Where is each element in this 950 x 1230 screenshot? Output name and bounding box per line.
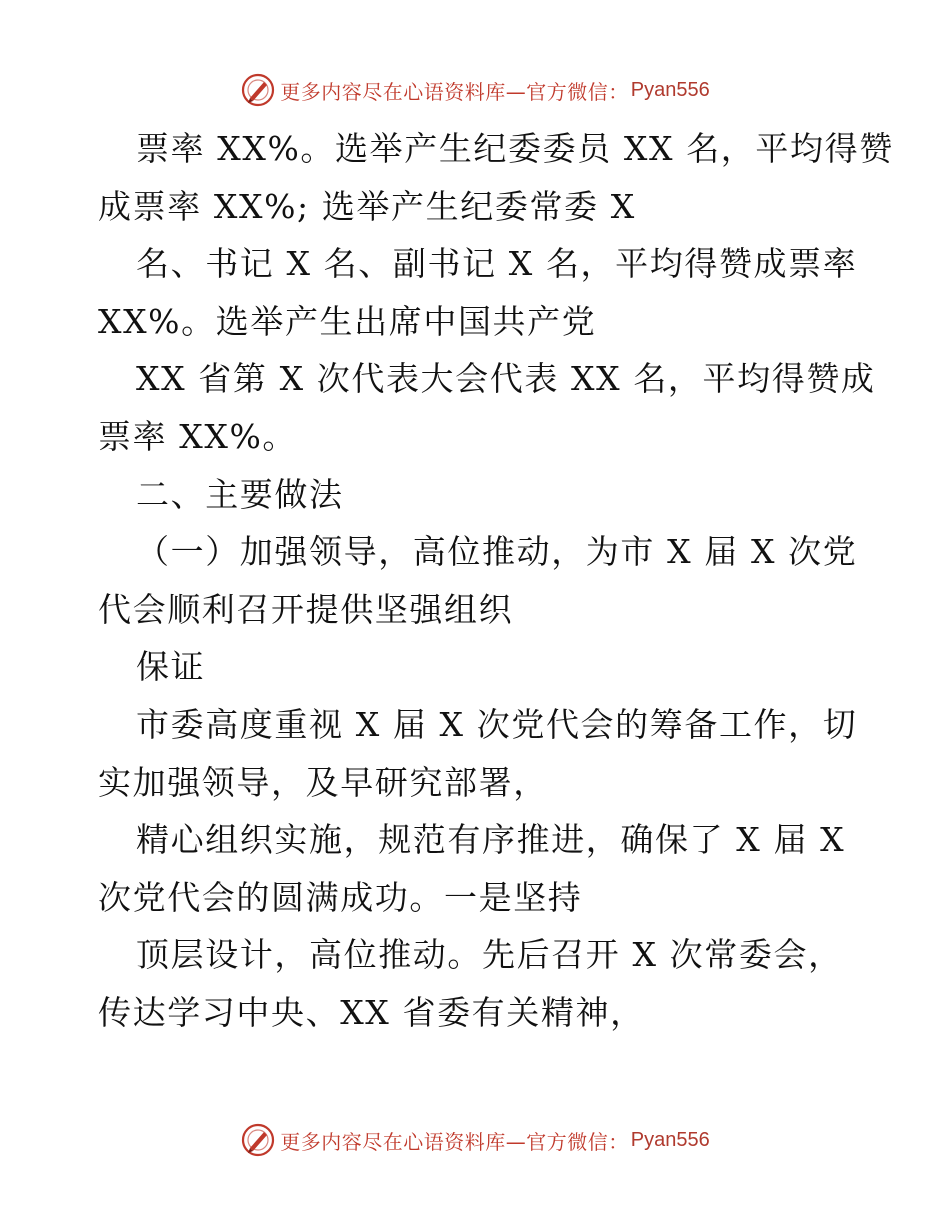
document-body [98, 120, 894, 1042]
subsection-heading-cont: 保证 [136, 647, 206, 687]
text-line: 票率 XX%。 [98, 416, 298, 456]
text-line: 精心组织实施，规范有序推进，确保了 X 届 X [136, 820, 846, 860]
text-line: 市委高度重视 X 届 X 次党代会的筹备工作，切 [136, 704, 858, 744]
text-line: XX 省第 X 次代表大会代表 XX 名，平均得赞成 [136, 359, 876, 399]
subsection-heading-cont: 代会顺利召开提供坚强组织 [98, 589, 514, 629]
watermark-text: 更多内容尽在心语资料库—官方微信： [280, 1129, 629, 1154]
text-line: 传达学习中央、XX 省委有关精神， [98, 992, 645, 1032]
pen-circle-logo-icon [240, 72, 276, 108]
subsection-heading: （一）加强领导，高位推动，为市 X 届 X 次党 [136, 532, 858, 572]
watermark-handle: Pyan556 [630, 1128, 710, 1151]
footer-watermark [0, 1120, 950, 1160]
watermark-text: 更多内容尽在心语资料库—官方微信： [280, 79, 629, 104]
text-line: XX%。选举产生出席中国共产党 [98, 301, 597, 341]
text-line: 成票率 XX%; 选举产生纪委常委 X [98, 186, 636, 226]
text-line: 次党代会的圆满成功。一是坚持 [98, 877, 583, 917]
text-line: 实加强领导，及早研究部署， [98, 762, 548, 802]
text-line: 名、书记 X 名、副书记 X 名，平均得赞成票率 [136, 244, 858, 284]
text-line: 顶层设计，高位推动。先后召开 X 次常委会， [136, 935, 843, 975]
pen-circle-logo-icon [240, 1122, 276, 1158]
section-heading: 二、主要做法 [136, 474, 344, 514]
text-line: 票率 XX%。选举产生纪委委员 XX 名，平均得赞 [136, 129, 894, 168]
header-watermark [0, 70, 950, 110]
watermark-handle: Pyan556 [630, 78, 710, 101]
